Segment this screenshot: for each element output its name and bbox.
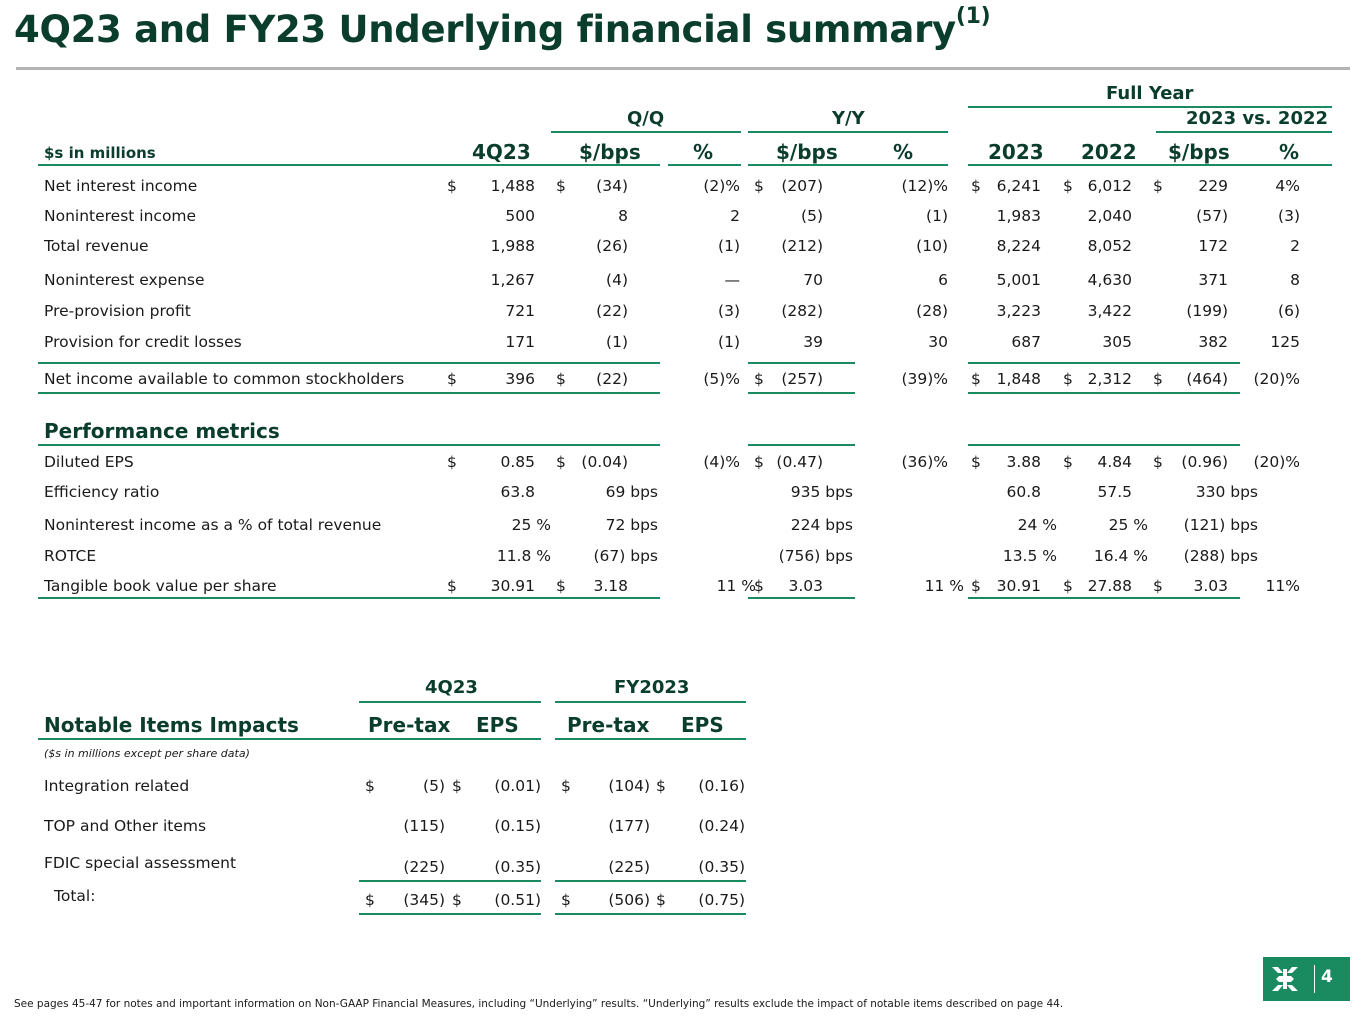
summary-row-cell-f23: 1,848 — [996, 370, 1041, 388]
summary-row-cell-fp: (6) — [1278, 302, 1300, 320]
perf-row-cell-qq: (0.04) — [581, 453, 628, 471]
summary-row-cell-fd: (199) — [1186, 302, 1228, 320]
perf-row-cell-yy: (0.47) — [776, 453, 823, 471]
summary-row-cell-d1: $ — [447, 177, 457, 195]
summary-row-cell-v1: 396 — [505, 370, 535, 388]
brand-logo — [1263, 957, 1350, 1001]
summary-row-cell-yy: (207) — [781, 177, 823, 195]
page-title: 4Q23 and FY23 Underlying financial summary$^{(1)}$ — [14, 4, 991, 51]
notable-cell-e2: (0.16) — [698, 777, 745, 795]
summary-row-cell-qp: (5)% — [703, 370, 740, 388]
summary-row-cell-yy: (257) — [781, 370, 823, 388]
notable-unit-note: ($s in millions except per share data) — [44, 747, 250, 760]
notable-cell-d1: $ — [365, 777, 375, 795]
perf-row-cell-qp: (4)% — [703, 453, 740, 471]
summary-row-cell-fd: 172 — [1198, 237, 1228, 255]
notable-fy2023-header: FY2023 — [614, 677, 690, 698]
perf-row-cell-fp: 11% — [1265, 577, 1300, 595]
summary-row-cell-d4: $ — [971, 370, 981, 388]
table-bottom-rule-yy — [748, 597, 855, 599]
summary-row-cell-qq: 8 — [618, 207, 628, 225]
summary-row-cell-fp: 4% — [1275, 177, 1300, 195]
citizens-logo-icon — [1270, 965, 1300, 993]
subtotal-rule-yy — [748, 362, 855, 364]
perf-row-cell-d3: $ — [754, 453, 764, 471]
summary-row-cell-qp: (3) — [718, 302, 740, 320]
header-rule-qp — [668, 164, 741, 166]
performance-metrics-header: Performance metrics — [44, 419, 280, 443]
notable-cell-p2: (104) — [608, 777, 650, 795]
notable-4q23-rule — [359, 701, 541, 703]
perf-row-cell-d5: $ — [1063, 577, 1073, 595]
notable-cell-e2: (0.75) — [698, 891, 745, 909]
perf-row-cell-d3: $ — [754, 577, 764, 595]
notable-cell-e1: (0.15) — [494, 817, 541, 835]
perf-row-cell-d6: $ — [1153, 577, 1163, 595]
summary-row-cell-v1: 500 — [505, 207, 535, 225]
summary-row-cell-f23: 8,224 — [996, 237, 1041, 255]
summary-row-cell-fp: 8 — [1290, 271, 1300, 289]
notable-cell-p2: (225) — [608, 858, 650, 876]
perf-row-cell-qp: 11 % — [716, 577, 756, 595]
summary-row-cell-d2: $ — [556, 177, 566, 195]
perf-row-cell-yp: (36)% — [901, 453, 948, 471]
notable-eps-header-1: EPS — [476, 713, 519, 737]
summary-row-cell-fp: 125 — [1270, 333, 1300, 351]
notable-cell-d2: $ — [452, 891, 462, 909]
fy-compare-rule — [1156, 131, 1332, 133]
perf-row-cell-f22: 57.5 — [1097, 483, 1132, 501]
notable-row-label: TOP and Other items — [44, 817, 207, 835]
summary-row-cell-d6: $ — [1153, 370, 1163, 388]
perf-row-cell-v1: 11.8 % — [496, 547, 551, 565]
perf-row-cell-fd: (288) bps — [1183, 547, 1258, 565]
perf-rule-yy — [748, 444, 855, 446]
summary-row-cell-fd: 229 — [1198, 177, 1228, 195]
logo-separator — [1314, 965, 1315, 993]
summary-row-cell-f23: 5,001 — [996, 271, 1041, 289]
col-header-yy-pct: % — [893, 140, 914, 164]
perf-row-cell-v1: 0.85 — [500, 453, 535, 471]
perf-row-cell-fd: (0.96) — [1181, 453, 1228, 471]
notable-cell-e1: (0.35) — [494, 858, 541, 876]
summary-row-cell-f23: 3,223 — [996, 302, 1041, 320]
perf-row-cell-fd: 330 bps — [1195, 483, 1258, 501]
summary-row-cell-yp: (10) — [916, 237, 948, 255]
notable-cell-d2: $ — [452, 777, 462, 795]
notable-4q23-header: 4Q23 — [425, 677, 478, 698]
summary-row-label: Net interest income — [44, 177, 198, 195]
notable-cell-p2: (177) — [608, 817, 650, 835]
notable-row-label: FDIC special assessment — [44, 854, 237, 872]
notable-cell-d3: $ — [561, 891, 571, 909]
perf-row-cell-d2: $ — [556, 453, 566, 471]
perf-row-cell-f22: 25 % — [1108, 516, 1148, 534]
summary-row-cell-qq: (22) — [596, 370, 628, 388]
notable-row-label: Total: — [54, 887, 96, 905]
notable-cell-d4: $ — [656, 891, 666, 909]
summary-row-cell-f23: 6,241 — [996, 177, 1041, 195]
summary-row-cell-d5: $ — [1063, 370, 1073, 388]
notable-row-label: Integration related — [44, 777, 190, 795]
perf-row-cell-qq: (67) bps — [593, 547, 658, 565]
footnote: See pages 45-47 for notes and important information on Non-GAAP Financial Measures, including “Underlying” results. “Underlying” results exclude the impact of notable items described on page 44. — [14, 998, 1064, 1010]
notable-cell-d1: $ — [365, 891, 375, 909]
summary-row-cell-v1: 1,988 — [490, 237, 535, 255]
summary-row-cell-fd: (57) — [1196, 207, 1228, 225]
col-header-fy-pct: % — [1279, 140, 1300, 164]
col-header-yy-bps: $/bps — [776, 140, 838, 164]
fy-compare-header: 2023 vs. 2022 — [1186, 108, 1329, 129]
summary-row-cell-d6: $ — [1153, 177, 1163, 195]
perf-row-cell-d2: $ — [556, 577, 566, 595]
perf-row-cell-v1: 30.91 — [490, 577, 535, 595]
perf-row-cell-v1: 63.8 — [500, 483, 535, 501]
perf-row-cell-d1: $ — [447, 577, 457, 595]
notable-fy-rule — [555, 701, 746, 703]
summary-row-cell-qq: (22) — [596, 302, 628, 320]
summary-row-cell-f22: 8,052 — [1087, 237, 1132, 255]
summary-row-cell-qp: (1) — [718, 237, 740, 255]
col-header-4q23: 4Q23 — [472, 140, 531, 164]
summary-row-cell-qq: (1) — [606, 333, 628, 351]
perf-row-cell-f23: 24 % — [1017, 516, 1057, 534]
col-header-2022: 2022 — [1081, 140, 1137, 164]
notable-subtotal-rule-2 — [555, 880, 746, 882]
notable-cell-e1: (0.51) — [494, 891, 541, 909]
summary-row-cell-d4: $ — [971, 177, 981, 195]
summary-row-cell-f22: 2,312 — [1087, 370, 1132, 388]
perf-row-cell-yy: 3.03 — [788, 577, 823, 595]
summary-row-cell-f23: 687 — [1011, 333, 1041, 351]
perf-row-cell-f23: 30.91 — [996, 577, 1041, 595]
perf-row-cell-d4: $ — [971, 577, 981, 595]
summary-row-cell-qp: — — [724, 271, 740, 289]
perf-row-cell-qq: 3.18 — [593, 577, 628, 595]
summary-row-cell-v1: 1,488 — [490, 177, 535, 195]
summary-row-cell-qq: (4) — [606, 271, 628, 289]
perf-row-cell-qq: 72 bps — [605, 516, 658, 534]
perf-row-cell-yy: 224 bps — [790, 516, 853, 534]
summary-row-cell-f22: 3,422 — [1087, 302, 1132, 320]
summary-row-cell-yy: 70 — [803, 271, 823, 289]
title-divider — [16, 67, 1350, 70]
notable-pretax-header-1: Pre-tax — [368, 713, 451, 737]
notable-cell-e1: (0.01) — [494, 777, 541, 795]
col-header-fy-bps: $/bps — [1168, 140, 1230, 164]
summary-row-label: Noninterest expense — [44, 271, 205, 289]
summary-row-cell-yp: (1) — [926, 207, 948, 225]
summary-row-cell-yy: 39 — [803, 333, 823, 351]
summary-row-cell-f22: 4,630 — [1087, 271, 1132, 289]
header-rule-fy — [968, 164, 1332, 166]
summary-row-cell-d5: $ — [1063, 177, 1073, 195]
notable-eps-header-2: EPS — [681, 713, 724, 737]
perf-row-cell-fd: (121) bps — [1183, 516, 1258, 534]
perf-row-cell-fd: 3.03 — [1193, 577, 1228, 595]
notable-cell-p1: (345) — [403, 891, 445, 909]
summary-row-cell-yy: (212) — [781, 237, 823, 255]
summary-row-cell-yy: (5) — [801, 207, 823, 225]
summary-row-cell-qp: (1) — [718, 333, 740, 351]
summary-row-cell-d3: $ — [754, 177, 764, 195]
summary-row-cell-qp: (2)% — [703, 177, 740, 195]
summary-row-cell-f22: 305 — [1102, 333, 1132, 351]
summary-row-cell-qq: (26) — [596, 237, 628, 255]
perf-row-cell-v1: 25 % — [511, 516, 551, 534]
yy-group-header: Y/Y — [832, 108, 865, 129]
perf-row-cell-f23: 3.88 — [1006, 453, 1041, 471]
notable-cell-e2: (0.24) — [698, 817, 745, 835]
perf-row-cell-f22: 16.4 % — [1093, 547, 1148, 565]
perf-row-cell-f22: 27.88 — [1087, 577, 1132, 595]
notable-total-rule-1 — [359, 913, 541, 915]
summary-row-cell-fd: (464) — [1186, 370, 1228, 388]
summary-row-label: Noninterest income — [44, 207, 197, 225]
notable-header-rule-left — [38, 738, 541, 740]
notable-header-rule-right — [555, 738, 746, 740]
summary-row-label: Net income available to common stockholders — [44, 370, 405, 388]
perf-row-label: ROTCE — [44, 547, 97, 565]
summary-row-cell-qq: (34) — [596, 177, 628, 195]
notable-cell-e2: (0.35) — [698, 858, 745, 876]
summary-row-label: Pre-provision profit — [44, 302, 191, 320]
unit-label: $s in millions — [44, 144, 156, 162]
notable-items-header: Notable Items Impacts — [44, 713, 299, 737]
col-header-qq-bps: $/bps — [579, 140, 641, 164]
perf-row-cell-d5: $ — [1063, 453, 1073, 471]
net-income-rule-yy — [748, 392, 855, 394]
summary-row-cell-v1: 721 — [505, 302, 535, 320]
summary-row-cell-f23: 1,983 — [996, 207, 1041, 225]
notable-cell-p1: (225) — [403, 858, 445, 876]
summary-row-cell-d3: $ — [754, 370, 764, 388]
summary-row-cell-fp: (20)% — [1253, 370, 1300, 388]
notable-cell-d3: $ — [561, 777, 571, 795]
perf-row-cell-d6: $ — [1153, 453, 1163, 471]
perf-row-label: Diluted EPS — [44, 453, 134, 471]
notable-cell-p1: (115) — [403, 817, 445, 835]
header-rule-yy — [748, 164, 948, 166]
yy-group-rule — [748, 131, 948, 133]
notable-cell-p2: (506) — [608, 891, 650, 909]
notable-cell-d4: $ — [656, 777, 666, 795]
perf-row-cell-f22: 4.84 — [1097, 453, 1132, 471]
summary-row-cell-d2: $ — [556, 370, 566, 388]
summary-row-cell-f22: 6,012 — [1087, 177, 1132, 195]
summary-row-cell-v1: 171 — [505, 333, 535, 351]
qq-group-header: Q/Q — [627, 108, 665, 129]
summary-row-cell-d1: $ — [447, 370, 457, 388]
perf-row-label: Efficiency ratio — [44, 483, 160, 501]
summary-row-cell-fd: 382 — [1198, 333, 1228, 351]
summary-row-label: Total revenue — [44, 237, 149, 255]
col-header-2023: 2023 — [988, 140, 1044, 164]
net-income-rule-left — [38, 392, 660, 394]
summary-row-cell-yp: (28) — [916, 302, 948, 320]
perf-row-cell-d4: $ — [971, 453, 981, 471]
perf-rule-left — [38, 444, 660, 446]
col-header-qq-pct: % — [693, 140, 714, 164]
perf-row-cell-f23: 13.5 % — [1002, 547, 1057, 565]
perf-row-cell-fp: (20)% — [1253, 453, 1300, 471]
perf-row-cell-yp: 11 % — [924, 577, 964, 595]
qq-group-rule — [551, 131, 741, 133]
summary-row-cell-v1: 1,267 — [490, 271, 535, 289]
page-number: 4 — [1321, 967, 1333, 987]
perf-rule-fy — [968, 444, 1240, 446]
summary-row-cell-f22: 2,040 — [1087, 207, 1132, 225]
summary-row-cell-fp: 2 — [1290, 237, 1300, 255]
perf-row-cell-f23: 60.8 — [1006, 483, 1041, 501]
perf-row-cell-yy: (756) bps — [778, 547, 853, 565]
perf-row-label: Noninterest income as a % of total revenue — [44, 516, 382, 534]
summary-row-cell-fp: (3) — [1278, 207, 1300, 225]
notable-cell-p1: (5) — [423, 777, 445, 795]
summary-row-cell-yp: (39)% — [901, 370, 948, 388]
summary-row-cell-yp: 30 — [928, 333, 948, 351]
full-year-header: Full Year — [1106, 83, 1194, 104]
perf-row-cell-qq: 69 bps — [605, 483, 658, 501]
summary-row-cell-fd: 371 — [1198, 271, 1228, 289]
subtotal-rule-fy — [968, 362, 1240, 364]
summary-row-cell-qp: 2 — [730, 207, 740, 225]
notable-pretax-header-2: Pre-tax — [567, 713, 650, 737]
header-rule-left — [38, 164, 660, 166]
perf-row-cell-d1: $ — [447, 453, 457, 471]
perf-row-cell-yy: 935 bps — [790, 483, 853, 501]
net-income-rule-fy — [968, 392, 1240, 394]
summary-row-label: Provision for credit losses — [44, 333, 242, 351]
subtotal-rule-left — [38, 362, 660, 364]
notable-subtotal-rule-1 — [359, 880, 541, 882]
perf-row-label: Tangible book value per share — [44, 577, 277, 595]
summary-row-cell-yp: (12)% — [901, 177, 948, 195]
notable-total-rule-2 — [555, 913, 746, 915]
table-bottom-rule-left — [38, 597, 660, 599]
table-bottom-rule-fy — [968, 597, 1240, 599]
summary-row-cell-yy: (282) — [781, 302, 823, 320]
summary-row-cell-yp: 6 — [938, 271, 948, 289]
